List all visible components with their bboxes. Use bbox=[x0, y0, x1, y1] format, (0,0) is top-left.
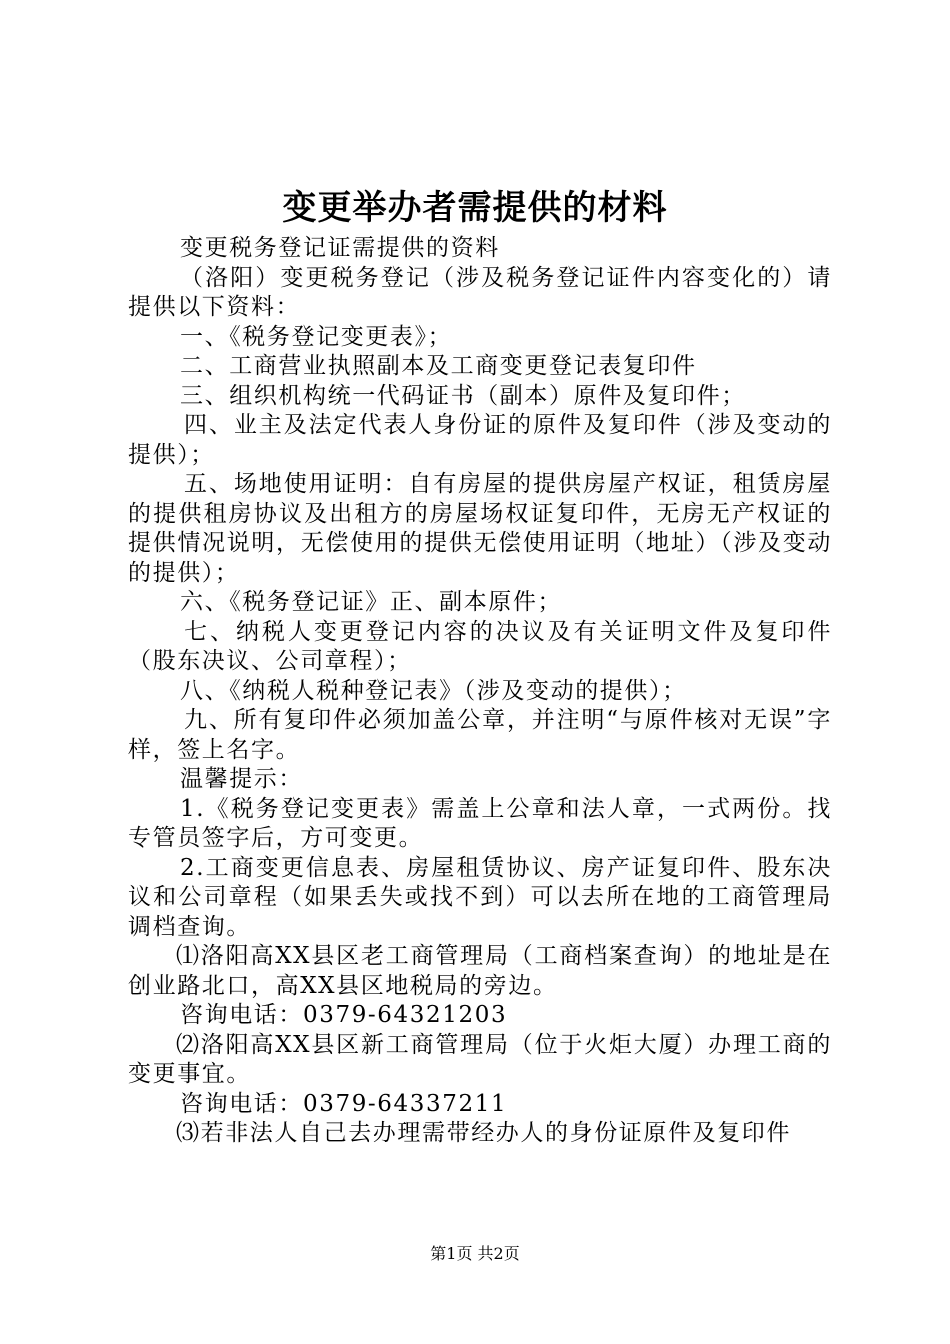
tip-item: 1.《税务登记变更表》需盖上公章和法人章，一式两份。找专管员签字后，方可变更。 bbox=[128, 795, 832, 851]
paragraph: （洛阳）变更税务登记（涉及税务登记证件内容变化的）请提供以下资料： bbox=[128, 264, 832, 320]
tip-sub-item: ⑶若非法人自己去办理需带经办人的身份证原件及复印件 bbox=[176, 1120, 791, 1146]
list-item: 四、业主及法定代表人身份证的原件及复印件（涉及变动的提供）； bbox=[128, 412, 832, 468]
document-title: 变更举办者需提供的材料 bbox=[282, 188, 668, 228]
document-body bbox=[128, 234, 832, 1149]
tip-item: 2.工商变更信息表、房屋租赁协议、房产证复印件、股东决议和公司章程（如果丢失或找不到）可以去所在地的工商管理局调档查询。 bbox=[128, 854, 832, 940]
paragraph: 变更税务登记证需提供的资料 bbox=[180, 235, 500, 261]
list-item: 五、场地使用证明：自有房屋的提供房屋产权证，租赁房屋的提供租房协议及出租方的房屋场权证复印件，无房无产权证的提供情况说明，无偿使用的提供无偿使用证明（地址）（涉及变动的提供）； bbox=[128, 471, 832, 586]
list-item: 一、《税务登记变更表》； bbox=[180, 323, 453, 350]
contact-phone: 咨询电话：0379-64337211 bbox=[180, 1090, 508, 1117]
list-item: 八、《纳税人税种登记表》（涉及变动的提供）； bbox=[180, 677, 687, 704]
tip-sub-item: ⑴洛阳高XX县区老工商管理局（工商档案查询）的地址是在创业路北口，高XX县区地税局的旁边。 bbox=[128, 943, 832, 999]
list-item: 七、纳税人变更登记内容的决议及有关证明文件及复印件（股东决议、公司章程）； bbox=[128, 618, 832, 674]
list-item: 三、组织机构统一代码证书（副本）原件及复印件； bbox=[180, 382, 746, 409]
list-item: 九、所有复印件必须加盖公章，并注明“与原件核对无误”字样，签上名字。 bbox=[128, 707, 832, 763]
list-item: 二、工商营业执照副本及工商变更登记表复印件 bbox=[180, 353, 697, 379]
page-number: 第1页 共2页 bbox=[430, 1244, 520, 1263]
contact-phone: 咨询电话：0379-64321203 bbox=[180, 1002, 508, 1028]
section-heading: 温馨提示： bbox=[180, 766, 303, 792]
list-item: 六、《税务登记证》正、副本原件； bbox=[180, 589, 563, 615]
tip-sub-item: ⑵洛阳高XX县区新工商管理局（位于火炬大厦）办理工商的变更事宜。 bbox=[128, 1031, 832, 1087]
